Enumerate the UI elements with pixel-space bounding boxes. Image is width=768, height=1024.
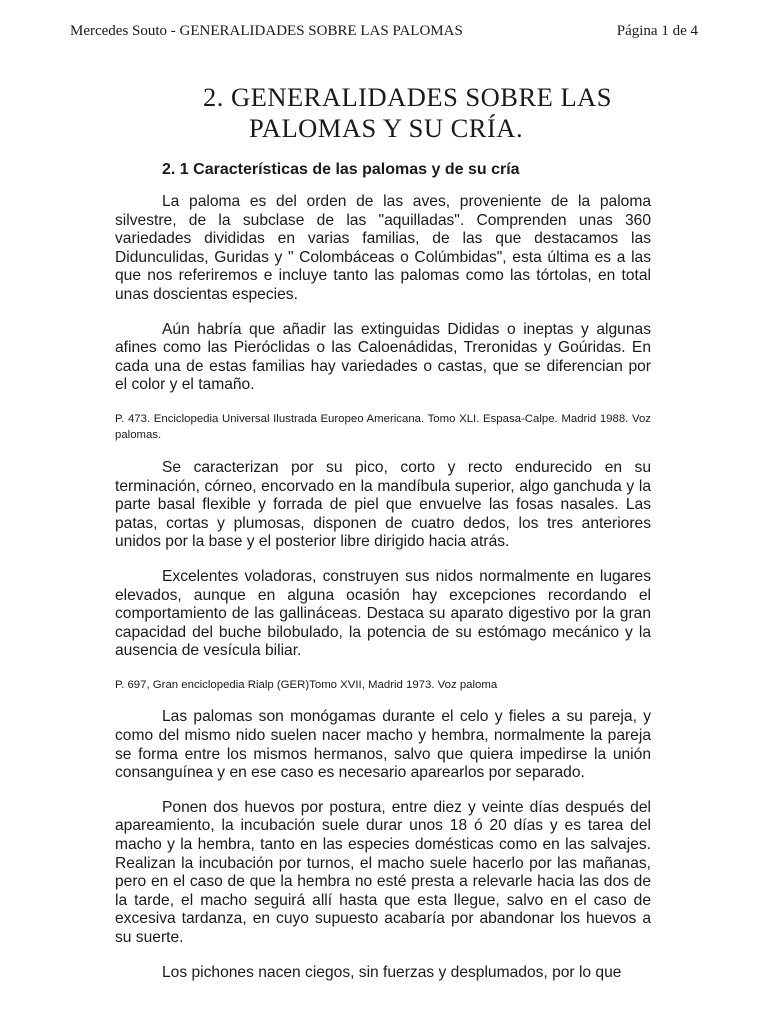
page-header xyxy=(70,23,698,40)
header-document-title: Mercedes Souto - GENERALIDADES SOBRE LAS PALOMAS xyxy=(70,23,463,39)
paragraph: Los pichones nacen ciegos, sin fuerzas y desplumados, por lo que xyxy=(162,963,622,981)
paragraph: Se caracterizan por su pico, corto y recto endurecido en su terminación, córneo, encorvado en la mandíbula superior, algo ganchuda y la parte basal flexible y forrada de piel que envuelve las fosas nasales. Las patas, cortas y plumosas, disponen de cuatro dedos, los tres anteriores unidos por la base y el posterior libre dirigido hacia atrás. xyxy=(115,458,651,551)
citation-note: P. 697, Gran enciclopedia Rialp (GER)Tomo XVII, Madrid 1973. Voz paloma xyxy=(115,678,498,691)
chapter-title-line-2: PALOMAS Y SU CRÍA. xyxy=(249,113,524,143)
citation-note: P. 473. Enciclopedia Universal Ilustrada Europeo Americana. Tomo XLI. Espasa-Calpe. Madrid 1988. Voz palomas. xyxy=(115,412,651,442)
document-body xyxy=(115,193,651,998)
section-heading: 2. 1 Características de las palomas y de su cría xyxy=(162,161,520,178)
paragraph: Excelentes voladoras, construyen sus nidos normalmente en lugares elevados, aunque en alguna ocasión hay excepciones recordando el comportamiento de las gallináceas. Destaca su aparato digestivo por la gran capacidad del buche bilobulado, la potencia de su estómago mecánico y la ausencia de vesícula biliar. xyxy=(115,567,651,660)
chapter-title xyxy=(0,82,768,144)
paragraph: La paloma es del orden de las aves, proveniente de la paloma silvestre, de la subclase de las "aquilladas". Comprenden unas 360 variedades divididas en varias familias, de las que destacamos las Didunculidas, Guridas y " Colombáceas o Colúmbidas", esta última es a las que nos referiremos e incluye tanto las palomas como las tórtolas, en total unas doscientas especies. xyxy=(115,193,651,303)
paragraph: Las palomas son monógamas durante el celo y fieles a su pareja, y como del mismo nido suelen nacer macho y hembra, normalmente la pareja se forma entre los mismos hermanos, salvo que quiera impedirse la unión consanguínea y en ese caso es necesario aparearlos por separado. xyxy=(115,708,651,782)
header-page-number: Página 1 de 4 xyxy=(616,23,698,39)
paragraph: Aún habría que añadir las extinguidas Dididas o ineptas y algunas afines como las Pieróclidas o las Caloenádidas, Treronidas y Goúridas. En cada una de estas familias hay variedades o castas, que se diferencian por el color y el tamaño. xyxy=(115,320,651,394)
paragraph: Ponen dos huevos por postura, entre diez y veinte días después del apareamiento, la incubación suele durar unos 18 ó 20 días y es tarea del macho y la hembra, tanto en las especies domésticas como en las salvajes. Realizan la incubación por turnos, el macho suele hacerlo por las mañanas, pero en el caso de que la hembra no esté presta a relevarle hacia las dos de la tarde, el macho seguirá allí hasta que esta llegue, salvo en el caso de excesiva tardanza, en cuyo supuesto acabaría por abandonar los huevos a su suerte. xyxy=(115,798,651,946)
chapter-title-line-1: 2. GENERALIDADES SOBRE LAS xyxy=(203,82,613,112)
